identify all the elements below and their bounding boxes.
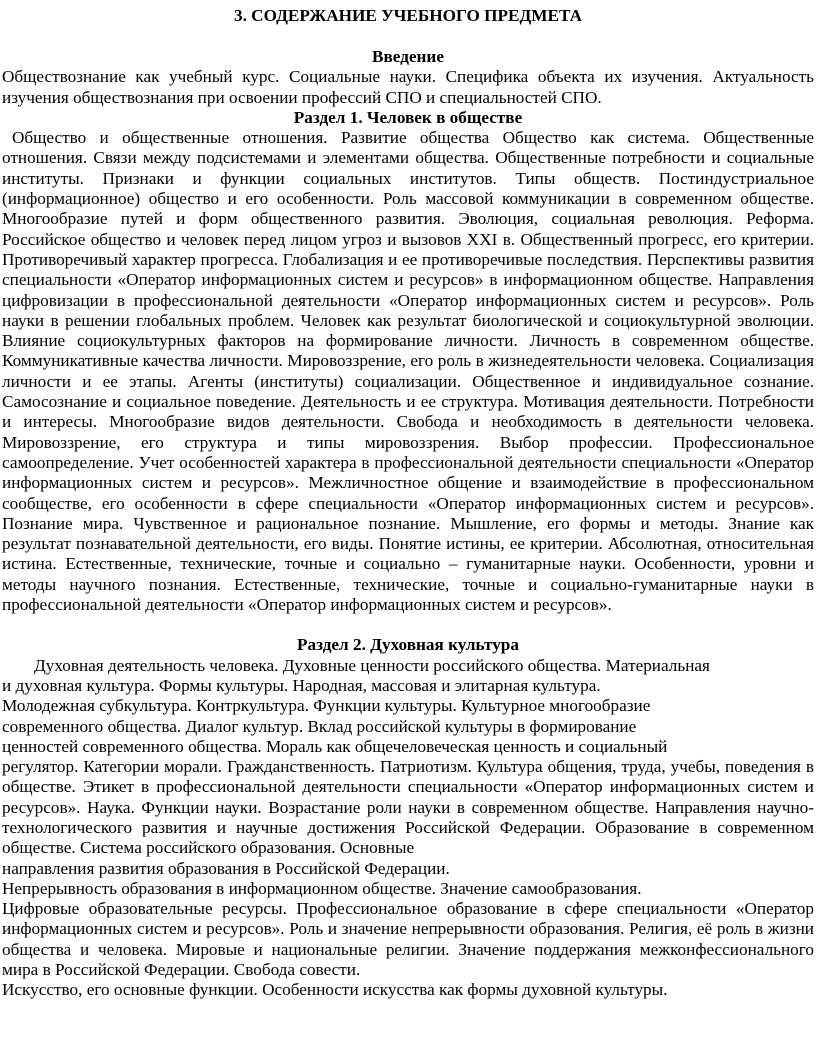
section2-heading: Раздел 2. Духовная культура	[297, 635, 519, 655]
section2-line: Искусство, его основные функции. Особенности искусства как формы духовной культуры.	[2, 980, 668, 1000]
document-page	[2, 0, 814, 1001]
intro-paragraph: Обществознание как учебный курс. Социальные науки. Специфика объекта их изучения. Актуальность изучения обществознания при освоении профессий СПО и специальностей СПО.	[2, 67, 814, 107]
section2-paragraph: регулятор. Категории морали. Гражданственность. Патриотизм. Культура общения, труда, учебы, поведения в обществе. Этикет в профессиональной деятельности специальности «Оператор информационных систем и ресурсов». Наука. Функции науки. Возрастание роли науки в современном обществе. Направления научно-технологического развития и научные достижения Российской Федерации. Образование в современном обществе. Система российского образования. Основные	[2, 757, 814, 858]
section2-line: Молодежная субкультура. Контркультура. Функции культуры. Культурное многообразие	[2, 696, 651, 716]
section2-line: Непрерывность образования в информационном обществе. Значение самообразования.	[2, 878, 642, 898]
section2-line: ценностей современного общества. Мораль как общечеловеческая ценность и социальный	[2, 736, 668, 756]
section2-line: современного общества. Диалог культур. Вклад российской культуры в формирование	[2, 716, 637, 736]
section2-line: Духовная деятельность человека. Духовные ценности российского общества. Материальная	[34, 655, 710, 675]
section1-heading: Раздел 1. Человек в обществе	[293, 107, 523, 127]
document-title: 3. СОДЕРЖАНИЕ УЧЕБНОГО ПРЕДМЕТА	[233, 6, 583, 25]
section1-paragraph: Общество и общественные отношения. Развитие общества Общество как система. Общественные отношения. Связи между подсистемами и элементами общества. Общественные потребности и социальные институты. Признаки и функции социальных институтов. Типы обществ. Постиндустриальное (информационное) общество и его особенности. Роль массовой коммуникации в современном обществе. Многообразие путей и форм общественного развития. Эволюция, социальная революция. Реформа. Российское общество и человек перед лицом угроз и вызовов XXI в. Общественный прогресс, его критерии. Противоречивый характер прогресса. Глобализация и ее противоречивые последствия. Перспективы развития специальности «Оператор информационных систем и ресурсов» в информационном обществе. Направления цифровизации в профессиональной деятельности «Оператор информационных систем и ресурсов». Роль науки в решении глобальных проблем. Человек как результат биологической и социокультурной эволюции. Влияние социокультурных факторов на формирование личности. Личность в современном обществе. Коммуникативные качества личности. Мировоззрение, его роль в жизнедеятельности человека. Социализация личности и ее этапы. Агенты (институты) социализации. Общественное и индивидуальное сознание. Самосознание и социальное поведение. Деятельность и ее структура. Мотивация деятельности. Потребности и интересы. Многообразие видов деятельности. Свобода и необходимость в деятельности человека. Мировоззрение, его структура и типы мировоззрения. Выбор профессии. Профессиональное самоопределение. Учет особенностей характера в профессиональной деятельности специальности «Оператор информационных систем и ресурсов». Межличностное общение и взаимодействие в профессиональном сообществе, его особенности в сфере специальности «Оператор информационных систем и ресурсов». Познание мира. Чувственное и рациональное познание. Мышление, его формы и методы. Знание как результат познавательной деятельности, его виды. Понятие истины, ее критерии. Абсолютная, относительная истина. Естественные, технические, точные и социально – гуманитарные науки. Особенности, уровни и методы научного познания. Естественные, технические, точные и социально-гуманитарные науки в профессиональной деятельности «Оператор информационных систем и ресурсов».	[2, 128, 814, 615]
intro-heading: Введение	[372, 47, 444, 66]
section2-body	[2, 656, 814, 1001]
section2-paragraph: Цифровые образовательные ресурсы. Профессиональное образование в сфере специальности «Оператор информационных систем и ресурсов». Роль и значение непрерывности образования. Религия, её роль в жизни общества и человека. Мировые и национальные религии. Значение поддержания межконфессионального мира в Российской Федерации. Свобода совести.	[2, 899, 814, 980]
section2-line: и духовная культура. Формы культуры. Народная, массовая и элитарная культура.	[2, 675, 601, 695]
section2-line: направления развития образования в Российской Федерации.	[2, 858, 450, 878]
